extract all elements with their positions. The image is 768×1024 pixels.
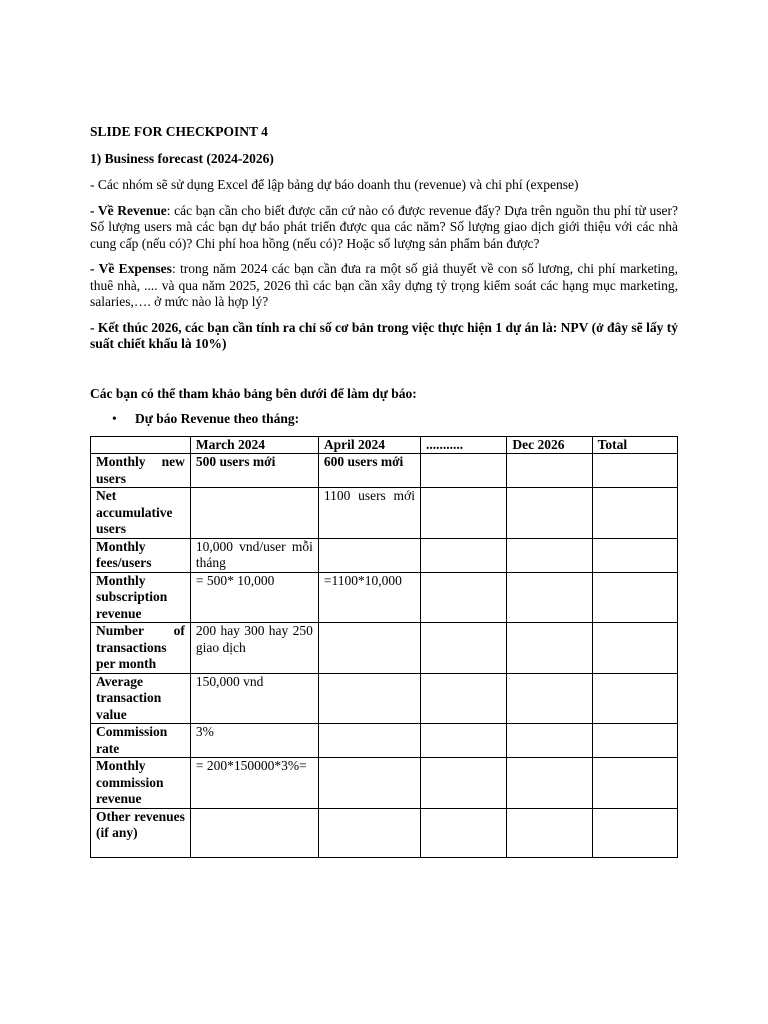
march-cell: = 200*150000*3%=	[190, 758, 318, 809]
header-cell: March 2024	[190, 436, 318, 454]
header-cell: ...........	[420, 436, 506, 454]
row-label: Monthly subscription revenue	[91, 572, 191, 623]
table-row	[91, 572, 678, 623]
april-cell: =1100*10,000	[318, 572, 420, 623]
document-title: SLIDE FOR CHECKPOINT 4	[90, 124, 268, 139]
table-row	[91, 488, 678, 539]
april-cell	[318, 673, 420, 724]
bullet-dot-icon: •	[112, 411, 117, 426]
march-cell: 200 hay 300 hay 250 giao dịch	[190, 623, 318, 674]
revenue-forecast-table	[90, 436, 678, 858]
row-label: Average transaction value	[91, 673, 191, 724]
header-cell: April 2024	[318, 436, 420, 454]
table-row	[91, 808, 678, 857]
table-row	[91, 673, 678, 724]
bullet-text: Dự báo Revenue theo tháng:	[135, 411, 300, 426]
april-cell	[318, 623, 420, 674]
section-heading: 1) Business forecast (2024-2026)	[90, 150, 274, 166]
table-row	[91, 758, 678, 809]
revenue-text: : các bạn cần cho biết được căn cứ nào có được revenue đấy? Dựa trên nguồn thu phí từ user? Số lượng users mà các bạn dự báo phát triển được qua các năm? Số lượng giao dịch giới thiệu với các nhà cung cấp (nếu có)? Chi phí hoa hồng (nếu có)? Hoặc số lượng sản phẩm bán được?	[90, 202, 678, 251]
march-cell	[190, 488, 318, 539]
row-label: Commission rate	[91, 724, 191, 758]
header-cell	[91, 436, 191, 454]
row-label: Monthly new users	[91, 454, 191, 488]
row-label: Number of transactions per month	[91, 623, 191, 674]
table-row	[91, 538, 678, 572]
april-cell: 1100 users mới	[318, 488, 420, 539]
revenue-lead: - Về Revenue	[90, 202, 167, 218]
paragraph-excel: - Các nhóm sẽ sử dụng Excel để lập bảng dự báo doanh thu (revenue) và chi phí (expense)	[90, 177, 579, 192]
table-header-row	[91, 436, 678, 454]
april-cell	[318, 724, 420, 758]
april-cell	[318, 758, 420, 809]
april-cell	[318, 808, 420, 857]
header-cell: Dec 2026	[507, 436, 592, 454]
row-label: Net accumulative users	[91, 488, 191, 539]
paragraph-npv: - Kết thúc 2026, các bạn cần tính ra chỉ số cơ bản trong việc thực hiện 1 dự án là: NPV (ở đây sẽ lấy tỷ suất chiết khấu là 10%)	[90, 319, 678, 351]
row-label: Other revenues (if any)	[91, 808, 191, 857]
document-page	[90, 124, 678, 858]
expenses-lead: - Về Expenses	[90, 261, 172, 276]
paragraph-revenue	[90, 203, 678, 253]
row-label: Monthly commission revenue	[91, 758, 191, 809]
march-cell: 3%	[190, 724, 318, 758]
march-cell: = 500* 10,000	[190, 572, 318, 623]
table-row	[91, 724, 678, 758]
table-intro: Các bạn có thể tham khảo bảng bên dưới để làm dự báo:	[90, 385, 417, 401]
march-cell: 10,000 vnd/user mỗi tháng	[190, 538, 318, 572]
expenses-text: : trong năm 2024 các bạn cần đưa ra một số giả thuyết về con số lương, chi phí marketing, thuê nhà, .... và qua năm 2025, 2026 thì các bạn cần xây dựng tỷ trọng kiểm soát các hạng mục marketing, salaries,…. ở mức nào là hợp lý?	[90, 261, 678, 309]
table-row	[91, 454, 678, 488]
april-cell: 600 users mới	[318, 454, 420, 488]
table-row	[91, 623, 678, 674]
march-cell	[190, 808, 318, 857]
april-cell	[318, 538, 420, 572]
paragraph-expenses	[90, 261, 678, 311]
bullet-item	[90, 411, 678, 428]
row-label: Monthly fees/users	[91, 538, 191, 572]
march-cell: 500 users mới	[190, 454, 318, 488]
march-cell: 150,000 vnd	[190, 673, 318, 724]
header-cell: Total	[592, 436, 677, 454]
